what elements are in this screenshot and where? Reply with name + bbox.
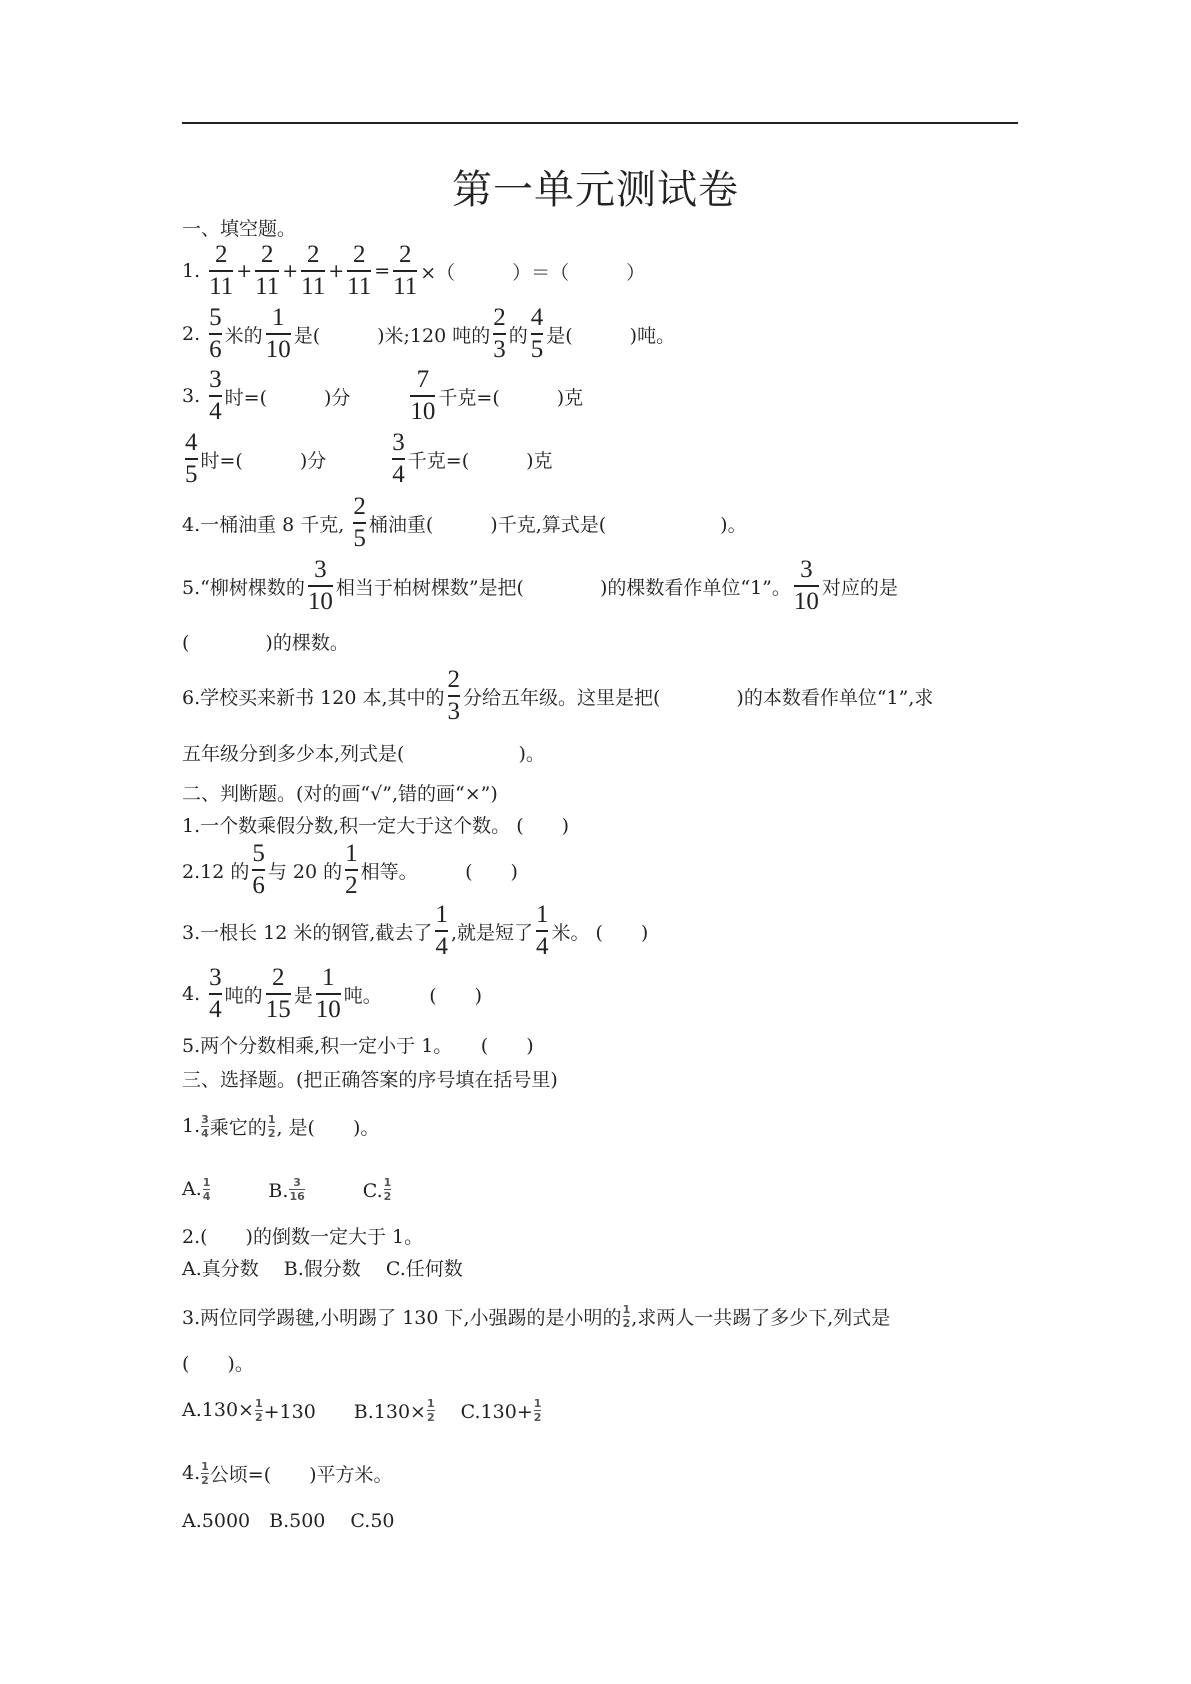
fraction <box>345 840 358 900</box>
denominator: 2 <box>345 871 358 899</box>
text-segment: 与 20 的 <box>267 860 343 883</box>
denominator: 4 <box>202 1189 211 1203</box>
text-segment: + <box>236 260 253 282</box>
q2-2 <box>182 838 518 902</box>
fraction-bar <box>347 270 371 272</box>
text-segment: A.真分数 B.假分数 C.任何数 <box>182 1257 463 1280</box>
text-segment: 2. <box>182 323 207 345</box>
denominator: 6 <box>209 335 222 363</box>
text-segment: 时=( )分 <box>200 449 390 472</box>
q1-3b <box>182 427 553 491</box>
numerator: 1 <box>535 901 549 929</box>
fraction <box>393 241 417 301</box>
denominator: 2 <box>383 1189 392 1203</box>
denominator: 11 <box>347 272 372 300</box>
fraction-bar <box>794 585 819 587</box>
numerator: 5 <box>209 304 222 332</box>
denominator: 3 <box>493 335 506 363</box>
denominator: 4 <box>435 932 448 960</box>
fraction-bar <box>410 395 435 397</box>
fraction <box>493 304 506 364</box>
text-segment: 吨的 <box>224 984 263 1007</box>
text-segment: A.130× <box>182 1399 254 1421</box>
q3-3 <box>182 1284 890 1348</box>
denominator: 10 <box>315 995 341 1023</box>
denominator: 4 <box>201 1126 209 1140</box>
denominator: 10 <box>793 587 819 615</box>
denominator: 5 <box>185 460 198 488</box>
numerator: 3 <box>293 1175 301 1189</box>
text-segment: C. <box>305 1179 383 1202</box>
fraction <box>255 1398 263 1423</box>
fraction-bar <box>531 333 544 335</box>
numerator: 7 <box>416 366 430 394</box>
fraction <box>301 241 325 301</box>
fraction-bar <box>316 993 341 995</box>
fraction <box>201 1461 209 1486</box>
denominator: 4 <box>535 932 549 960</box>
fraction <box>410 366 435 426</box>
q1-3a <box>182 364 583 428</box>
text-segment: 二、判断题。(对的画“√”,错的画“×”) <box>182 782 498 805</box>
text-segment: 吨。 ( ) <box>343 984 483 1007</box>
numerator: 2 <box>260 241 274 269</box>
numerator: 2 <box>306 241 320 269</box>
q1-4 <box>182 491 747 555</box>
numerator: 4 <box>185 429 198 457</box>
fraction-bar <box>308 585 333 587</box>
text-segment: + <box>328 260 345 282</box>
fraction <box>209 304 222 364</box>
text-segment: 相当于柏树棵数”是把( )的棵数看作单位“1”。 <box>335 576 791 599</box>
numerator: 1 <box>426 1396 435 1410</box>
fraction <box>209 366 222 426</box>
text-segment: 公顷=( )平方米。 <box>209 1463 393 1486</box>
text-segment: 米。 ( ) <box>551 921 649 944</box>
text-segment: 分给五年级。这里是把( )的本数看作单位“1”,求 <box>463 686 934 709</box>
fraction <box>185 429 198 489</box>
text-segment: 5.“柳树棵数的 <box>182 576 305 599</box>
fraction-bar <box>185 458 198 460</box>
numerator: 3 <box>201 1112 209 1126</box>
numerator: 4 <box>530 304 544 332</box>
text-segment: 1.一个数乘假分数,积一定大于这个数。 ( ) <box>182 814 570 837</box>
text-segment: 5.两个分数相乘,积一定小于 1。 ( ) <box>182 1034 534 1057</box>
fraction <box>347 241 371 301</box>
text-segment: ×（ ）＝（ ） <box>420 261 646 284</box>
fraction <box>531 304 544 364</box>
text-segment: +130 B.130× <box>263 1400 426 1423</box>
fraction <box>268 1114 276 1139</box>
fraction <box>623 1304 631 1329</box>
denominator: 11 <box>393 272 418 300</box>
text-segment: 是 <box>293 984 313 1007</box>
numerator: 1 <box>201 1459 209 1473</box>
fraction <box>448 666 461 726</box>
text-segment: 4.一桶油重 8 千克, <box>182 513 351 536</box>
denominator: 2 <box>426 1410 435 1424</box>
text-segment: C.130+ <box>435 1400 533 1423</box>
denominator: 2 <box>254 1410 263 1424</box>
numerator: 1 <box>435 901 448 929</box>
text-segment: 时=( )分 <box>224 386 408 409</box>
fraction-bar <box>392 458 405 460</box>
numerator: 2 <box>447 666 461 694</box>
q1-1 <box>182 239 645 303</box>
denominator: 2 <box>201 1473 209 1487</box>
fraction <box>536 901 549 961</box>
text-segment: 2.( )的倒数一定大于 1。 <box>182 1225 424 1248</box>
denominator: 3 <box>447 697 461 725</box>
fraction-bar <box>493 333 506 335</box>
fraction-bar <box>266 993 291 995</box>
text-segment: A. <box>182 1178 202 1200</box>
numerator: 1 <box>271 304 285 332</box>
text-segment: A.5000 B.500 C.50 <box>182 1509 395 1532</box>
fraction-bar <box>435 930 448 932</box>
fraction <box>427 1398 435 1423</box>
numerator: 1 <box>533 1396 542 1410</box>
text-segment: 2.12 的 <box>182 860 250 883</box>
q1-6 <box>182 664 933 728</box>
q3-3-options <box>182 1378 542 1442</box>
denominator: 6 <box>252 871 265 899</box>
numerator: 1 <box>254 1396 263 1410</box>
q3-1 <box>182 1094 379 1158</box>
numerator: 1 <box>622 1302 631 1316</box>
denominator: 11 <box>301 272 326 300</box>
denominator: 4 <box>209 397 222 425</box>
text-segment: 对应的是 <box>821 576 898 599</box>
numerator: 2 <box>214 241 228 269</box>
denominator: 4 <box>392 460 405 488</box>
denominator: 2 <box>267 1126 276 1140</box>
text-segment: ( )。 <box>182 1352 254 1375</box>
text-segment: 6.学校买来新书 120 本,其中的 <box>182 686 445 709</box>
text-segment: 3.一根长 12 米的钢管,截去了 <box>182 921 433 944</box>
numerator: 1 <box>383 1175 392 1189</box>
fraction-bar <box>209 993 222 995</box>
text-segment: 五年级分到多少本,列式是( )。 <box>182 742 545 765</box>
text-segment: ( )的棵数。 <box>182 631 349 654</box>
denominator: 15 <box>265 995 291 1023</box>
text-segment: 千克=( )克 <box>438 386 584 409</box>
fraction <box>384 1177 392 1202</box>
text-segment: 1. <box>182 260 207 282</box>
fraction <box>266 304 291 364</box>
fraction-bar <box>255 270 279 272</box>
text-segment: 相等。 ( ) <box>360 860 518 883</box>
denominator: 10 <box>410 397 436 425</box>
numerator: 1 <box>345 840 358 868</box>
text-segment: 4. <box>182 1462 201 1484</box>
fraction-bar <box>345 869 358 871</box>
text-segment: = <box>374 260 391 282</box>
fraction-bar <box>209 270 233 272</box>
text-segment: 三、选择题。(把正确答案的序号填在括号里) <box>182 1068 558 1091</box>
text-segment: , 是( )。 <box>276 1116 380 1139</box>
fraction <box>289 1177 304 1202</box>
fraction <box>392 429 405 489</box>
text-segment: 的 <box>508 324 528 347</box>
text-segment: B. <box>211 1179 289 1202</box>
fraction-bar <box>448 695 461 697</box>
text-segment: 桶油重( )千克,算式是( )。 <box>368 513 747 536</box>
text-segment: 3.两位同学踢毽,小明踢了 130 下,小强踢的是小明的 <box>182 1306 622 1329</box>
numerator: 3 <box>392 429 405 457</box>
text-segment: 1. <box>182 1115 201 1137</box>
denominator: 2 <box>533 1410 542 1424</box>
denominator: 4 <box>209 995 222 1023</box>
header-rule <box>182 122 1018 124</box>
fraction <box>201 1114 209 1139</box>
numerator: 2 <box>398 241 412 269</box>
numerator: 3 <box>209 964 222 992</box>
text-segment: 是( )米;120 吨的 <box>293 324 491 347</box>
numerator: 1 <box>267 1112 276 1126</box>
numerator: 3 <box>314 556 327 584</box>
fraction-bar <box>209 395 222 397</box>
fraction <box>203 1177 211 1202</box>
text-segment: 4. <box>182 983 207 1005</box>
denominator: 5 <box>353 524 366 552</box>
text-segment: 千克=( )克 <box>407 449 553 472</box>
fraction-bar <box>536 930 549 932</box>
q3-4-options <box>182 1487 395 1551</box>
denominator: 10 <box>265 335 291 363</box>
page-title: 第一单元测试卷 <box>452 167 739 213</box>
fraction <box>255 241 279 301</box>
fraction <box>534 1398 542 1423</box>
text-segment: 是( )吨。 <box>546 324 676 347</box>
denominator: 16 <box>289 1189 305 1203</box>
fraction <box>209 241 233 301</box>
numerator: 2 <box>352 241 366 269</box>
numerator: 1 <box>321 964 335 992</box>
text-segment: ,求两人一共踢了多少下,列式是 <box>631 1306 891 1329</box>
denominator: 5 <box>530 335 544 363</box>
text-segment: + <box>282 260 299 282</box>
fraction-bar <box>209 333 222 335</box>
text-segment: 乘它的 <box>209 1116 267 1139</box>
denominator: 2 <box>622 1316 631 1330</box>
text-segment: ,就是短了 <box>450 921 533 944</box>
numerator: 1 <box>202 1175 211 1189</box>
fraction-bar <box>353 522 366 524</box>
fraction-bar <box>301 270 325 272</box>
fraction <box>252 840 265 900</box>
text-segment: 3. <box>182 385 207 407</box>
q2-3 <box>182 899 648 963</box>
denominator: 11 <box>209 272 234 300</box>
fraction <box>353 493 366 553</box>
text-segment: 米的 <box>224 324 263 347</box>
numerator: 2 <box>353 493 366 521</box>
numerator: 3 <box>800 556 813 584</box>
denominator: 11 <box>255 272 280 300</box>
fraction-bar <box>393 270 417 272</box>
denominator: 10 <box>307 587 333 615</box>
numerator: 2 <box>271 964 285 992</box>
fraction <box>435 901 448 961</box>
numerator: 2 <box>493 304 506 332</box>
fraction <box>308 556 333 616</box>
fraction-bar <box>266 333 291 335</box>
numerator: 5 <box>252 840 265 868</box>
fraction <box>794 556 819 616</box>
fraction-bar <box>252 869 265 871</box>
q1-2 <box>182 302 675 366</box>
numerator: 3 <box>209 366 222 394</box>
text-segment: 一、填空题。 <box>182 217 297 240</box>
